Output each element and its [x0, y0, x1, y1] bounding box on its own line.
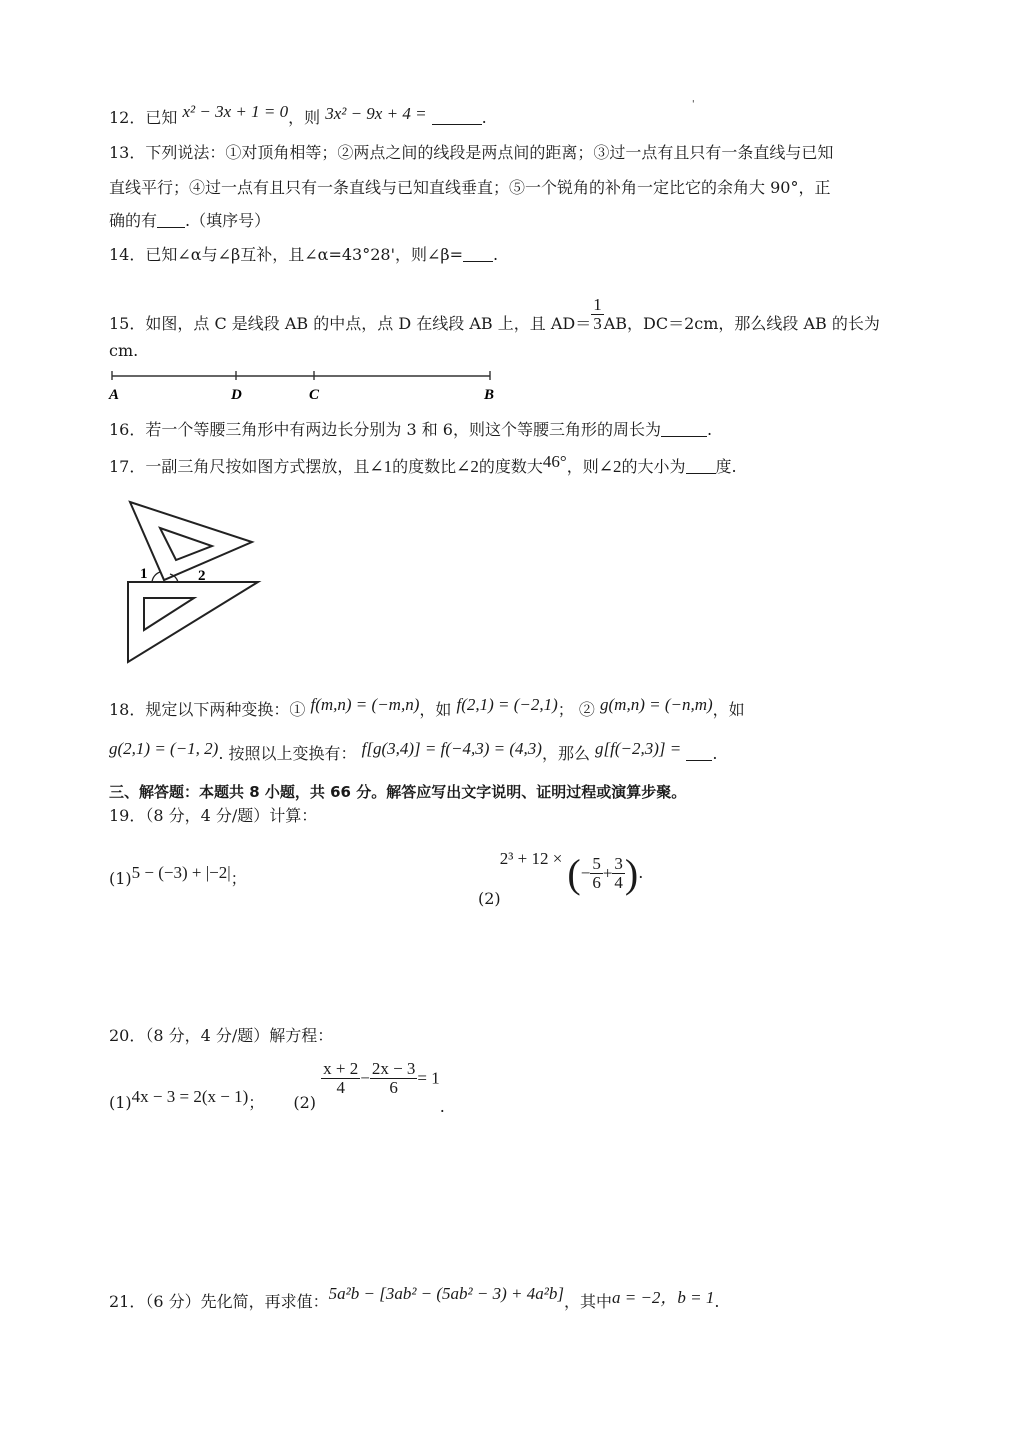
- q13-line-2: 直线平行；④过一点有且只有一条直线与已知直线垂直；⑤一个锐角的补角一定比它的余角大 90°，正: [109, 178, 831, 197]
- q15-text-b: AB，DC＝2cm，那么线段 AB 的长为: [603, 314, 880, 333]
- q18-expr-f-example: f(2,1) = (−2,1): [456, 695, 558, 714]
- q18-tail: .: [712, 744, 718, 763]
- q20-p2-label: (2): [293, 1093, 317, 1112]
- q19-p2-fraction-1: $\frac{5}{6}$: [592, 854, 601, 892]
- q21-text-b: ，其中: [563, 1292, 612, 1311]
- q20-p1-expression: 4x − 3 = 2(x − 1): [131, 1087, 249, 1106]
- q20-p2-equation: [321, 1060, 440, 1097]
- q13-line-3: [109, 211, 270, 231]
- q17-text-c: 的度数大: [478, 457, 543, 476]
- q21-values: a = −2，b = 1: [611, 1288, 715, 1307]
- q20-p2-fraction-2: $\frac{2x - 3}{6}$: [371, 1059, 416, 1097]
- q18-text-1: ，如: [419, 700, 452, 719]
- q17-text-d: ，则: [566, 457, 599, 476]
- q12-mid: ，则: [288, 108, 321, 127]
- q19-p2-expression: 2³ + 12 ×: [499, 849, 563, 868]
- q19-p2-fraction-2: $\frac{3}{4}$: [614, 854, 623, 892]
- top-ruler-inner: [160, 528, 212, 560]
- q12-tail: .: [481, 108, 487, 127]
- label-b: B: [484, 387, 495, 403]
- q20-p1-tail: ；: [248, 1093, 265, 1112]
- q17-text-e: 的大小为: [621, 457, 686, 476]
- q18-text-2: ；: [557, 700, 574, 719]
- q19-part-2: [478, 836, 644, 908]
- q19-part-1: [109, 863, 247, 889]
- angle-1-label: 1: [140, 566, 148, 582]
- section-3-heading: 三、解答题：本题共 8 小题，共 66 分。解答应写出文字说明、证明过程或演算步聚。: [109, 783, 687, 801]
- q15-text-a: 15．如图，点 C 是线段 AB 的中点，点 D 在线段 AB 上，且 AD＝: [109, 314, 592, 333]
- bottom-ruler-outer: [128, 582, 258, 662]
- q12-equation: x² − 3x + 1 = 0: [182, 102, 289, 121]
- q15-line-2: cm.: [109, 341, 139, 360]
- question-18-line-2: [109, 739, 718, 764]
- q19-title: 19．（8 分，4 分/题）计算：: [109, 806, 318, 825]
- q18-circle-1: ①: [289, 700, 306, 719]
- q19-p2-paren: (− $\frac{5}{6}$ + $\frac{3}{4}$ ): [567, 851, 639, 896]
- question-16: [109, 420, 712, 440]
- q20-p1-label: (1): [109, 1093, 132, 1112]
- q15-fraction: $\frac{1}{3}$: [593, 295, 602, 333]
- q18-text-4: . 按照以上变换有：: [218, 744, 357, 763]
- q19-p1-tail: ；: [230, 869, 247, 888]
- q16-answer-blank[interactable]: [661, 421, 707, 437]
- q21-tail: .: [714, 1292, 720, 1311]
- q20-p2-tail: .: [439, 1097, 445, 1116]
- q18-text: 18．规定以下两种变换：: [109, 700, 290, 719]
- q14-tail: .: [493, 245, 499, 264]
- q14-text: 14．已知∠α与∠β互补，且∠α=43°28'，则∠β=: [109, 245, 464, 264]
- q18-answer-blank[interactable]: [686, 745, 712, 761]
- question-21: [109, 1284, 720, 1312]
- q19-p2-plus: +: [602, 863, 613, 883]
- q18-expr-g-def: g(m,n) = (−n,m): [600, 695, 713, 714]
- q19-p2-minus: −: [580, 863, 591, 883]
- q20-title: 20．（8 分，4 分/题）解方程：: [109, 1026, 334, 1045]
- label-a: A: [109, 387, 120, 403]
- question-15: [109, 295, 880, 343]
- q16-tail: .: [706, 420, 713, 439]
- q17-angle-1: ∠1: [369, 457, 393, 476]
- q12-answer-blank[interactable]: [432, 109, 482, 125]
- label-c: C: [309, 387, 320, 403]
- angle-2-label: 2: [198, 568, 206, 584]
- stray-mark: ': [692, 100, 695, 110]
- q14-answer-blank[interactable]: [463, 246, 493, 262]
- q13-note: .（填序号）: [185, 211, 271, 230]
- q17-answer-blank[interactable]: [686, 458, 716, 474]
- q17-text-a: 17．一副三角尺按如图方式摆放，且: [109, 457, 370, 476]
- q17-text-b: 的度数比: [392, 457, 457, 476]
- q19-p1-expression: 5 − (−3) + |−2|: [131, 863, 231, 882]
- q20-p2-fraction-1: $\frac{x + 2}{4}$: [323, 1059, 359, 1097]
- question-12: [109, 102, 487, 128]
- q20-p2-equals: = 1: [417, 1068, 440, 1088]
- question-18-line-1: [109, 695, 745, 720]
- label-d: D: [231, 387, 242, 403]
- q12-expression: 3x² − 9x + 4 =: [325, 104, 427, 123]
- question-17: [109, 452, 737, 477]
- q19-p2-tail: .: [638, 863, 644, 882]
- q17-tail: 度.: [715, 457, 737, 476]
- triangle-rulers-figure: [120, 498, 270, 668]
- q13-line-1: 13．下列说法：①对顶角相等；②两点之间的线段是两点间的距离；③过一点有且只有一条直线与已知: [109, 143, 834, 162]
- q20-p2-minus: −: [360, 1068, 370, 1088]
- angle-1-arc: [152, 572, 160, 582]
- q18-expr-g-example: g(2,1) = (−1, 2): [109, 739, 219, 758]
- q13-text: 确的有: [109, 211, 158, 230]
- q20-parts: [109, 1059, 445, 1116]
- q12-number: 12．已知: [109, 108, 178, 127]
- q19-p1-label: (1): [109, 869, 132, 888]
- q18-expr-f-def: f(m,n) = (−m,n): [310, 695, 420, 714]
- q17-angle-2: ∠2: [456, 457, 479, 476]
- q18-expr-composite: f[g(3,4)] = f(−4,3) = (4,3): [361, 739, 542, 758]
- q21-text: 21．（6 分）先化简，再求值：: [109, 1292, 329, 1311]
- q21-expression: 5a²b − [3ab² − (5ab² − 3) + 4a²b]: [328, 1284, 564, 1303]
- q17-degree: 46°: [542, 452, 567, 471]
- question-14: [109, 245, 498, 265]
- q17-angle-2b: ∠2: [598, 457, 622, 476]
- q18-text-5: ，那么: [541, 744, 590, 763]
- q13-answer-blank[interactable]: [157, 212, 185, 228]
- q18-text-3: ，如: [712, 700, 745, 719]
- segment-figure: [108, 368, 508, 404]
- q18-expr-question: g[f(−2,3)] =: [595, 739, 682, 758]
- q18-circle-2: ②: [578, 700, 595, 719]
- q16-text: 16．若一个等腰三角形中有两边长分别为 3 和 6，则这个等腰三角形的周长为: [109, 420, 661, 439]
- q19-p2-label: (2): [478, 889, 501, 908]
- top-ruler-outer: [130, 502, 252, 580]
